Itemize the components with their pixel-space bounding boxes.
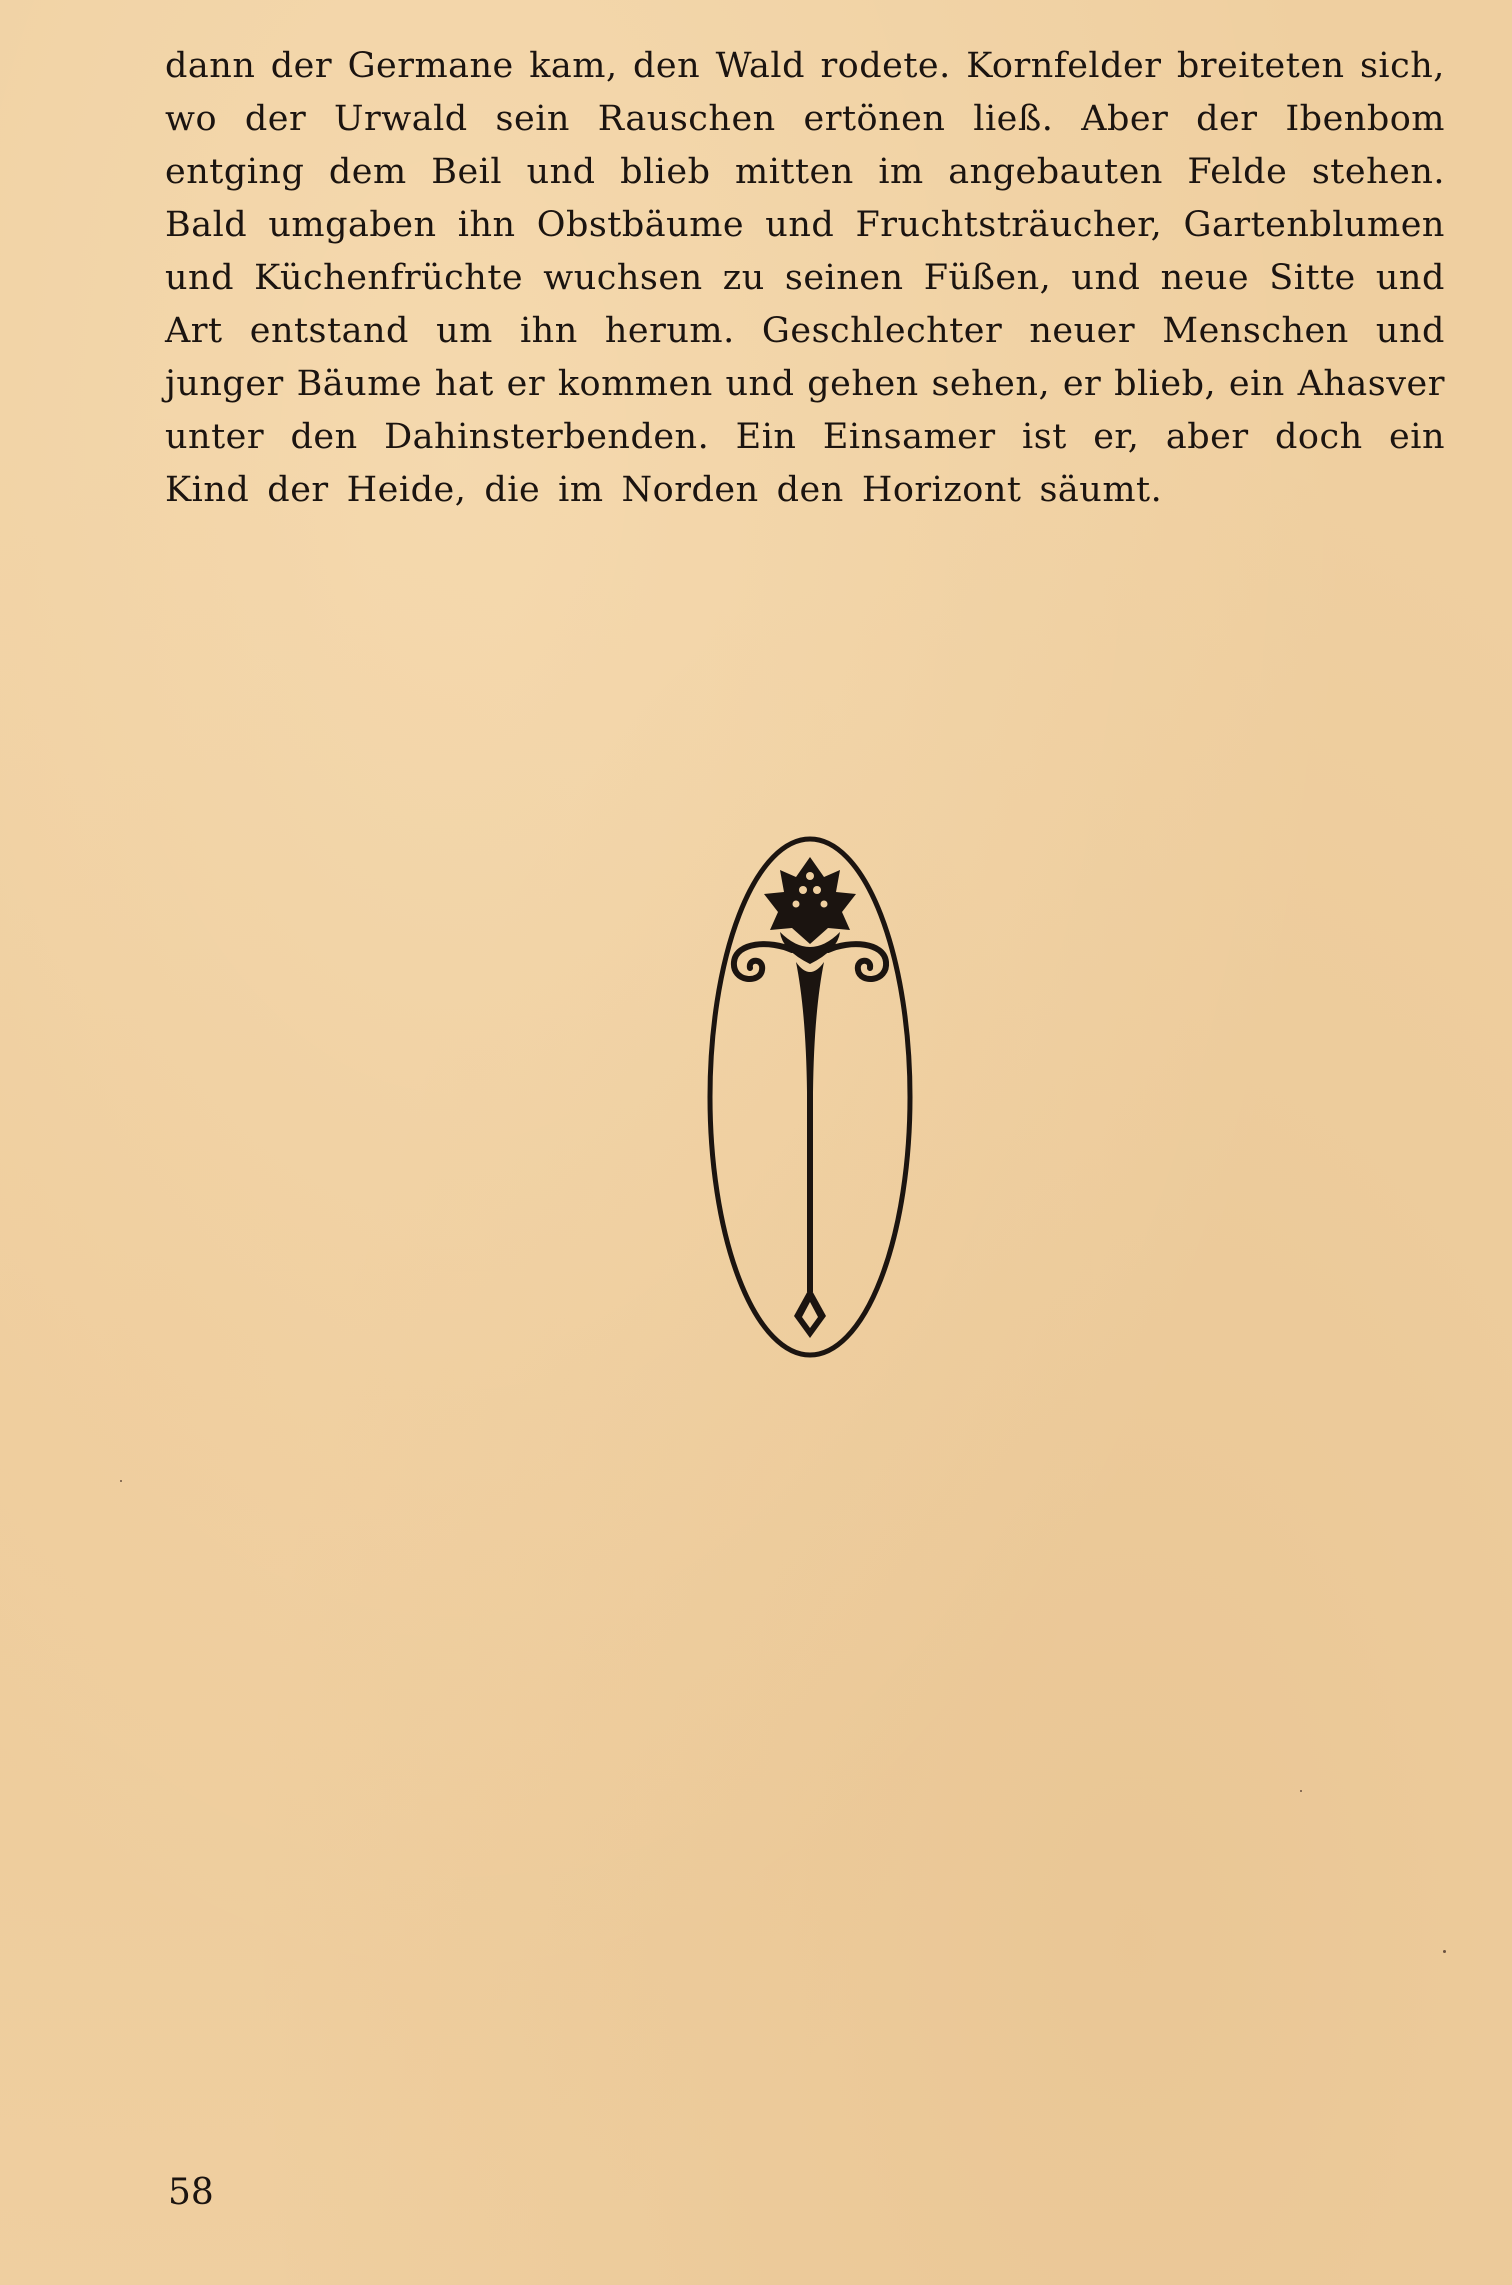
word: und: [725, 364, 795, 404]
word: ist: [1022, 417, 1067, 457]
word: er: [506, 364, 546, 404]
word: Sitte: [1269, 258, 1356, 298]
word: den: [290, 417, 358, 457]
word: hat: [434, 364, 494, 404]
word: ihn: [457, 205, 516, 245]
text-line: [165, 40, 1445, 93]
word: Horizont: [861, 470, 1022, 510]
word: im: [878, 152, 924, 192]
body-text: [165, 40, 1445, 517]
word: Küchenfrüchte: [254, 258, 524, 298]
word: Beil: [431, 152, 503, 192]
word: und: [526, 152, 596, 192]
word: den: [633, 46, 701, 86]
text-line: [165, 305, 1445, 358]
text-line: [165, 146, 1445, 199]
text-line: [165, 252, 1445, 305]
word: sein: [495, 99, 570, 139]
word: unter: [165, 417, 265, 457]
word: mitten: [735, 152, 854, 192]
word: Kornfelder: [966, 46, 1162, 86]
word: kam,: [529, 46, 618, 86]
word: ertönen: [803, 99, 946, 139]
word: säumt.: [1039, 470, 1163, 510]
word: Art: [165, 311, 223, 351]
paper-speck: [1443, 1950, 1446, 1953]
word: entstand: [249, 311, 409, 351]
word: und: [165, 258, 234, 298]
floral-oval-vignette-icon: [700, 832, 920, 1362]
word: der: [1196, 99, 1258, 139]
word: der: [267, 470, 329, 510]
word: doch: [1275, 417, 1363, 457]
word: Felde: [1187, 152, 1288, 192]
word: kommen: [557, 364, 713, 404]
word: und: [765, 205, 835, 245]
word: wuchsen: [543, 258, 703, 298]
word: er,: [1093, 417, 1140, 457]
paper-speck: [1300, 1790, 1302, 1792]
word: blieb: [620, 152, 711, 192]
word: Kind: [165, 470, 250, 510]
word: dann: [165, 46, 256, 86]
word: um: [436, 311, 493, 351]
word: neue: [1160, 258, 1250, 298]
word: zu: [722, 258, 765, 298]
paper-speck: [120, 1480, 122, 1482]
word: junger: [165, 364, 284, 404]
word: ein: [1389, 417, 1445, 457]
word: Ein: [735, 417, 797, 457]
word: er: [1062, 364, 1102, 404]
word: Rauschen: [597, 99, 776, 139]
word: Germane: [347, 46, 514, 86]
word: stehen.: [1311, 152, 1445, 192]
word: Dahinsterbenden.: [384, 417, 710, 457]
word: und: [1071, 258, 1141, 298]
word: Fruchtsträucher,: [855, 205, 1163, 245]
word: Bald: [165, 205, 248, 245]
page-number: 58: [168, 2172, 214, 2213]
word: Aber: [1081, 99, 1169, 139]
word: und: [1375, 258, 1445, 298]
word: die: [484, 470, 541, 510]
text-line: [165, 358, 1445, 411]
word: sich,: [1359, 46, 1445, 86]
word: Obstbäume: [536, 205, 745, 245]
word: blieb,: [1114, 364, 1217, 404]
word: der: [270, 46, 333, 86]
word: umgaben: [268, 205, 437, 245]
word: Ibenbom: [1285, 99, 1445, 139]
word: Geschlechter: [761, 311, 1003, 351]
text-line: [165, 93, 1445, 146]
word: den: [776, 470, 844, 510]
word: sehen,: [931, 364, 1051, 404]
word: angebauten: [948, 152, 1163, 192]
text-line: [165, 199, 1445, 252]
word: Ahasver: [1297, 364, 1445, 404]
word: ein: [1228, 364, 1285, 404]
word: Einsamer: [822, 417, 996, 457]
word: im: [558, 470, 604, 510]
word: der: [244, 99, 307, 139]
word: Urwald: [334, 99, 468, 139]
word: seinen: [784, 258, 904, 298]
word: wo: [165, 99, 218, 139]
word: ließ.: [973, 99, 1054, 139]
text-line: [165, 411, 1445, 464]
word: rodete.: [820, 46, 951, 86]
word: Gartenblumen: [1183, 205, 1445, 245]
word: herum.: [604, 311, 735, 351]
word: aber: [1165, 417, 1249, 457]
word: neuer: [1029, 311, 1136, 351]
word: Heide,: [346, 470, 467, 510]
word: ihn: [519, 311, 578, 351]
word: dem: [328, 152, 407, 192]
word: Wald: [715, 46, 806, 86]
word: Bäume: [296, 364, 423, 404]
word: und: [1375, 311, 1445, 351]
text-line: [165, 464, 1445, 517]
word: breiteten: [1176, 46, 1345, 86]
word: gehen: [807, 364, 919, 404]
word: entging: [165, 152, 305, 192]
word: Füßen,: [923, 258, 1052, 298]
word: Norden: [621, 470, 759, 510]
word: Menschen: [1162, 311, 1349, 351]
